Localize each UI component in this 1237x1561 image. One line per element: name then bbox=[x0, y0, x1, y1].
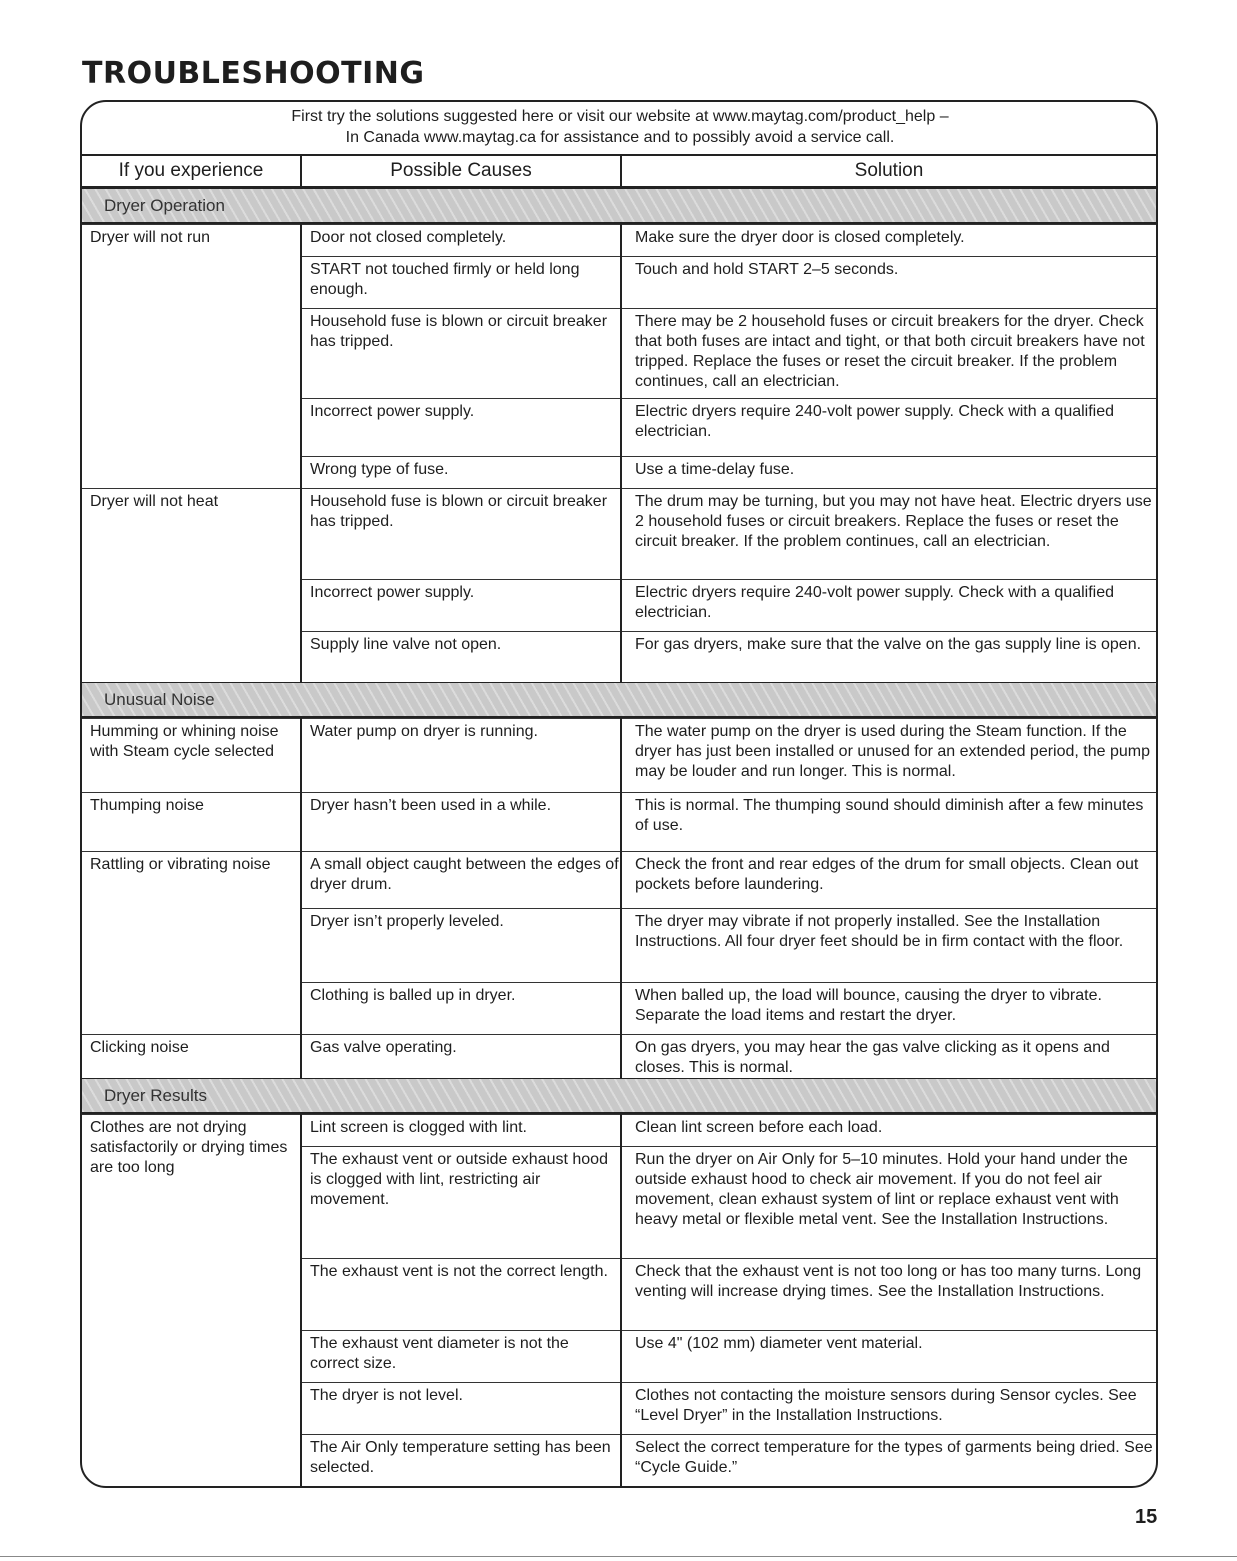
section-header: Unusual Noise bbox=[82, 682, 1156, 718]
column-divider bbox=[620, 718, 622, 792]
experience-cell: Thumping noise bbox=[90, 797, 204, 814]
troubleshooting-table bbox=[80, 100, 1158, 1488]
cause-cell: Clothing is balled up in dryer. bbox=[310, 987, 516, 1004]
experience-cell bbox=[90, 1382, 295, 1386]
header-experience: If you experience bbox=[82, 156, 302, 186]
header-causes: Possible Causes bbox=[302, 156, 622, 186]
cause-cell: Incorrect power supply. bbox=[310, 403, 475, 420]
table-row bbox=[82, 488, 1156, 579]
column-divider bbox=[620, 982, 622, 1034]
column-divider bbox=[620, 456, 622, 488]
cause-cell: Lint screen is clogged with lint. bbox=[310, 1119, 527, 1136]
header-solution: Solution bbox=[854, 160, 924, 181]
column-divider bbox=[300, 488, 302, 579]
column-divider bbox=[300, 1382, 302, 1434]
column-divider bbox=[300, 456, 302, 488]
column-divider bbox=[300, 398, 302, 456]
column-divider bbox=[300, 631, 302, 682]
intro-text bbox=[82, 106, 1156, 148]
cause-cell: The Air Only temperature setting has been selected. bbox=[310, 1439, 611, 1476]
table-row bbox=[82, 1330, 1156, 1382]
column-divider bbox=[620, 579, 622, 631]
solution-cell: Use a time-delay fuse. bbox=[635, 461, 795, 478]
solution-cell: Check that the exhaust vent is not too long or has too many turns. Long venting will increase drying times. See the Installation Instructions. bbox=[635, 1263, 1142, 1300]
table-row bbox=[82, 1146, 1156, 1258]
experience-cell: Dryer will not heat bbox=[90, 493, 219, 510]
solution-cell: There may be 2 household fuses or circuit breakers for the dryer. Check that both fuses are intact and tight, or that both circuit breakers have not tripped. Replace the fuses or reset the circuit breaker. If the problem continues, call an electrician. bbox=[635, 313, 1145, 390]
table-row bbox=[82, 1434, 1156, 1488]
experience-cell: Humming or whining noise with Steam cycle selected bbox=[90, 723, 279, 760]
experience-cell bbox=[90, 1146, 295, 1150]
cause-cell: Dryer hasn’t been used in a while. bbox=[310, 797, 552, 814]
table-row bbox=[82, 1382, 1156, 1434]
experience-cell bbox=[90, 308, 295, 312]
experience-cell bbox=[90, 1330, 295, 1334]
experience-cell bbox=[90, 456, 295, 460]
column-divider bbox=[620, 908, 622, 982]
intro-line-1: First try the solutions suggested here or visit our website at www.maytag.com/product_help – bbox=[291, 108, 949, 125]
column-divider bbox=[620, 792, 622, 851]
solution-cell: When balled up, the load will bounce, causing the dryer to vibrate. Separate the load items and restart the dryer. bbox=[635, 987, 1102, 1024]
cause-cell: The exhaust vent or outside exhaust hood is clogged with lint, restricting air movement. bbox=[310, 1151, 608, 1208]
cause-cell: Supply line valve not open. bbox=[310, 636, 502, 653]
column-divider bbox=[300, 792, 302, 851]
solution-cell: The dryer may vibrate if not properly installed. See the Installation Instructions. All four dryer feet should be in firm contact with the floor. bbox=[635, 913, 1124, 950]
cause-cell: The exhaust vent is not the correct length. bbox=[310, 1263, 608, 1280]
column-divider bbox=[300, 224, 302, 256]
column-divider bbox=[300, 718, 302, 792]
column-divider bbox=[300, 579, 302, 631]
column-divider bbox=[300, 851, 302, 908]
experience-cell: Clicking noise bbox=[90, 1039, 189, 1056]
column-divider bbox=[620, 398, 622, 456]
column-divider bbox=[620, 631, 622, 682]
column-divider bbox=[620, 308, 622, 398]
table-row bbox=[82, 792, 1156, 851]
experience-cell bbox=[90, 982, 295, 986]
table-row bbox=[82, 256, 1156, 308]
solution-cell: Run the dryer on Air Only for 5–10 minutes. Hold your hand under the outside exhaust hood to check air movement. If you do not feel air movement, clean exhaust system of lint or replace exhaust vent with heavy metal or flexible metal vent. See the Installation Instructions. bbox=[635, 1151, 1128, 1228]
column-divider bbox=[620, 1330, 622, 1382]
column-divider bbox=[620, 1146, 622, 1258]
table-row bbox=[82, 224, 1156, 256]
column-divider bbox=[300, 1146, 302, 1258]
experience-cell bbox=[90, 1258, 295, 1262]
table-row bbox=[82, 718, 1156, 792]
page-number: 15 bbox=[1135, 1506, 1158, 1528]
table-row bbox=[82, 456, 1156, 488]
solution-cell: The drum may be turning, but you may not have heat. Electric dryers use 2 household fuses or circuit breakers. Replace the fuses or reset the circuit breaker. If the problem continues, call an electrician. bbox=[635, 493, 1152, 550]
table-row bbox=[82, 398, 1156, 456]
cause-cell: Door not closed completely. bbox=[310, 229, 507, 246]
cause-cell: Dryer isn’t properly leveled. bbox=[310, 913, 504, 930]
solution-cell: For gas dryers, make sure that the valve on the gas supply line is open. bbox=[635, 636, 1142, 653]
experience-cell bbox=[90, 256, 295, 260]
column-divider bbox=[300, 982, 302, 1034]
solution-cell: Make sure the dryer door is closed completely. bbox=[635, 229, 965, 246]
cause-cell: Wrong type of fuse. bbox=[310, 461, 449, 478]
table-row bbox=[82, 908, 1156, 982]
solution-cell: The water pump on the dryer is used during the Steam function. If the dryer has just been installed or unused for an extended period, the pump may be louder and run longer. This is normal. bbox=[635, 723, 1150, 780]
cause-cell: Water pump on dryer is running. bbox=[310, 723, 538, 740]
column-header-row bbox=[82, 154, 1156, 188]
column-divider bbox=[300, 1434, 302, 1488]
column-divider bbox=[620, 488, 622, 579]
column-divider bbox=[300, 1114, 302, 1146]
solution-cell: On gas dryers, you may hear the gas valve clicking as it opens and closes. This is normal. bbox=[635, 1039, 1110, 1076]
cause-cell: Household fuse is blown or circuit breaker has tripped. bbox=[310, 493, 608, 530]
table-row bbox=[82, 851, 1156, 908]
table-row bbox=[82, 579, 1156, 631]
column-divider bbox=[620, 1034, 622, 1078]
cause-cell: Gas valve operating. bbox=[310, 1039, 457, 1056]
solution-cell: Clothes not contacting the moisture sensors during Sensor cycles. See “Level Dryer” in the Installation Instructions. bbox=[635, 1387, 1137, 1424]
experience-cell bbox=[90, 1434, 295, 1438]
table-row bbox=[82, 631, 1156, 682]
solution-cell: Use 4" (102 mm) diameter vent material. bbox=[635, 1335, 923, 1352]
solution-cell: Clean lint screen before each load. bbox=[635, 1119, 883, 1136]
column-divider bbox=[620, 1382, 622, 1434]
experience-cell bbox=[90, 908, 295, 912]
column-divider bbox=[300, 1330, 302, 1382]
intro-line-2: In Canada www.maytag.ca for assistance and to possibly avoid a service call. bbox=[345, 129, 895, 146]
section-header: Dryer Operation bbox=[82, 188, 1156, 224]
experience-cell: Rattling or vibrating noise bbox=[90, 856, 271, 873]
column-divider bbox=[300, 308, 302, 398]
column-divider bbox=[300, 1034, 302, 1078]
solution-cell: Electric dryers require 240-volt power supply. Check with a qualified electrician. bbox=[635, 584, 1115, 621]
column-divider bbox=[300, 1258, 302, 1330]
column-divider bbox=[620, 224, 622, 256]
experience-cell bbox=[90, 631, 295, 635]
table-row bbox=[82, 1114, 1156, 1176]
cause-cell: Incorrect power supply. bbox=[310, 584, 475, 601]
bottom-rule bbox=[0, 1556, 1237, 1557]
column-divider bbox=[300, 256, 302, 308]
experience-cell: Clothes are not drying satisfactorily or drying times are too long bbox=[90, 1119, 288, 1176]
column-divider bbox=[620, 1434, 622, 1488]
experience-cell bbox=[90, 579, 295, 583]
column-divider bbox=[620, 851, 622, 908]
solution-cell: Select the correct temperature for the types of garments being dried. See “Cycle Guide.” bbox=[635, 1439, 1153, 1476]
column-divider bbox=[620, 1114, 622, 1146]
cause-cell: The exhaust vent diameter is not the correct size. bbox=[310, 1335, 569, 1372]
solution-cell: This is normal. The thumping sound should diminish after a few minutes of use. bbox=[635, 797, 1144, 834]
column-divider bbox=[620, 256, 622, 308]
solution-cell: Check the front and rear edges of the drum for small objects. Clean out pockets before laundering. bbox=[635, 856, 1139, 893]
cause-cell: Household fuse is blown or circuit breaker has tripped. bbox=[310, 313, 608, 350]
column-divider bbox=[620, 1258, 622, 1330]
cause-cell: A small object caught between the edges of dryer drum. bbox=[310, 856, 619, 893]
solution-cell: Electric dryers require 240-volt power supply. Check with a qualified electrician. bbox=[635, 403, 1115, 440]
solution-cell: Touch and hold START 2–5 seconds. bbox=[635, 261, 899, 278]
table-row bbox=[82, 308, 1156, 398]
experience-cell: Dryer will not run bbox=[90, 229, 211, 246]
table-row bbox=[82, 1034, 1156, 1078]
table-row bbox=[82, 982, 1156, 1034]
column-divider bbox=[300, 908, 302, 982]
experience-cell bbox=[90, 398, 295, 402]
cause-cell: START not touched firmly or held long enough. bbox=[310, 261, 580, 298]
table-row bbox=[82, 1258, 1156, 1330]
cause-cell: The dryer is not level. bbox=[310, 1387, 463, 1404]
section-header: Dryer Results bbox=[82, 1078, 1156, 1114]
page-title: TROUBLESHOOTING bbox=[82, 56, 425, 91]
